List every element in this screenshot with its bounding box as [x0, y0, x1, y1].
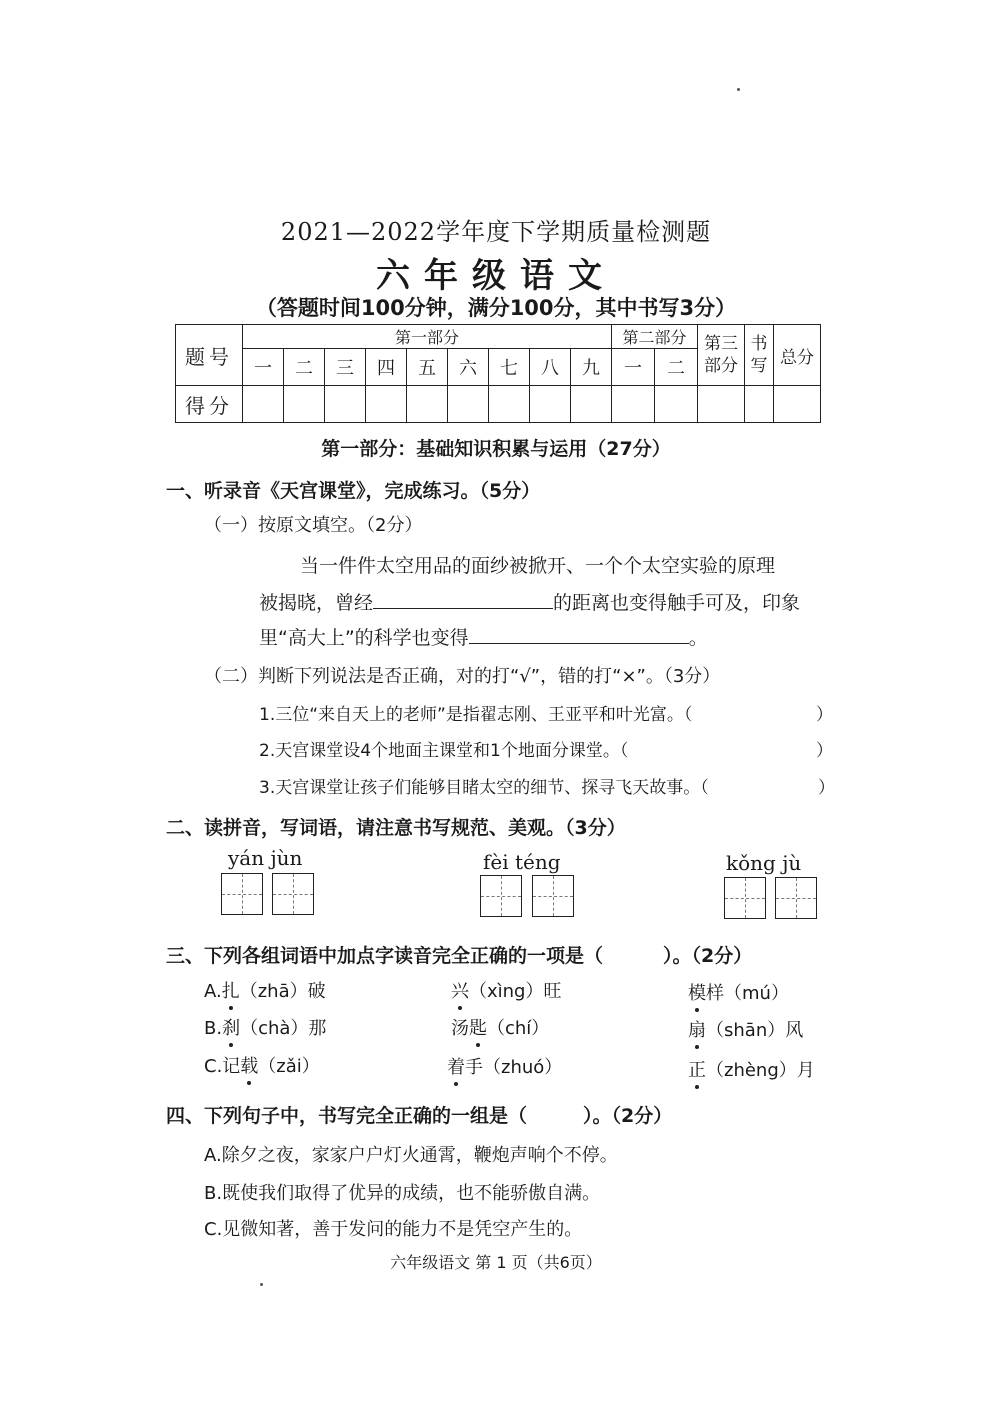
part1-col: 二 — [284, 349, 325, 386]
page-footer: 六年级语文 第 1 页（共6页） — [390, 1253, 602, 1272]
q2-pinyin-1: yán jùn — [228, 846, 303, 870]
q2-write-box[interactable] — [775, 877, 817, 919]
writing-header: 书写 — [745, 325, 774, 386]
score-cell[interactable] — [745, 386, 774, 423]
dotted-char: 匙 — [469, 1014, 487, 1040]
q3-title-b: ）。（2分） — [663, 945, 753, 967]
q3-option-a-2 — [451, 977, 562, 1003]
score-cell[interactable] — [284, 386, 325, 423]
q3-title — [166, 941, 752, 968]
q3-option-c-1 — [204, 1052, 320, 1078]
option-text: （zǎi） — [258, 1056, 320, 1077]
q1-text-b1: 被揭晓，曾经 — [259, 592, 374, 614]
score-cell[interactable] — [407, 386, 448, 423]
q4-option-c: C.见微知著，善于发问的能力不是凭空产生的。 — [204, 1219, 583, 1240]
q3-title-a: 三、下列各组词语中加点字读音完全正确的一项是（ — [166, 945, 604, 967]
scan-speck — [737, 88, 740, 91]
scan-speck — [260, 1283, 263, 1286]
part1-col: 六 — [448, 349, 489, 386]
part2-header: 第二部分 — [612, 325, 698, 349]
dotted-char: 兴 — [451, 977, 469, 1003]
q3-option-b-1 — [204, 1014, 326, 1040]
part1-col: 三 — [325, 349, 366, 386]
q1-blank-2[interactable] — [469, 625, 689, 644]
q3-option-b-3 — [688, 1016, 803, 1042]
option-label: B. — [204, 1018, 223, 1039]
q1-text-c1: 里“高大上”的科学也变得 — [259, 627, 469, 649]
q2-pinyin-3: kǒng jù — [726, 851, 802, 875]
q1-item-2-close: ） — [816, 741, 833, 761]
score-table — [175, 324, 821, 423]
option-label: A. — [204, 981, 222, 1002]
q1-sub1-title: （一）按原文填空。（2分） — [204, 515, 423, 536]
q4-title — [166, 1101, 672, 1128]
score-cell[interactable] — [489, 386, 530, 423]
q1-sub2-title: （二）判断下列说法是否正确，对的打“√”，错的打“×”。（3分） — [204, 666, 721, 687]
part3-header: 第三部分 — [698, 325, 745, 386]
q3-option-c-2 — [447, 1053, 562, 1079]
q2-write-box[interactable] — [532, 875, 574, 917]
option-text: 记 — [222, 1056, 241, 1077]
score-cell[interactable] — [243, 386, 284, 423]
option-text: （xìng）旺 — [469, 981, 562, 1002]
option-text: （chí） — [487, 1018, 550, 1039]
part2-col: 一 — [612, 349, 655, 386]
score-cell[interactable] — [571, 386, 612, 423]
score-cell[interactable] — [530, 386, 571, 423]
dotted-char: 载 — [240, 1052, 258, 1078]
score-label: 得分 — [176, 386, 243, 423]
score-cell[interactable] — [448, 386, 489, 423]
dotted-char: 模 — [688, 979, 706, 1005]
q3-option-a-1 — [204, 977, 326, 1003]
q1-sub1-line-c — [259, 623, 708, 650]
q4-option-a: A.除夕之夜，家家户户灯火通霄，鞭炮声响个不停。 — [204, 1145, 618, 1166]
q4-title-b: ）。（2分） — [583, 1105, 673, 1127]
q2-write-box[interactable] — [272, 873, 314, 915]
dotted-char: 着 — [447, 1053, 465, 1079]
score-cell[interactable] — [366, 386, 407, 423]
exam-title-year: 2021—2022学年度下学期质量检测题 — [280, 218, 712, 246]
part1-col: 五 — [407, 349, 448, 386]
q1-item-3: 3.天宫课堂让孩子们能够目睹太空的细节、探寻飞天故事。（ — [259, 778, 709, 798]
q1-item-3-close: ） — [818, 778, 835, 798]
score-cell[interactable] — [655, 386, 698, 423]
exam-title-subject: 六年级语文 — [376, 256, 616, 296]
score-cell[interactable] — [698, 386, 745, 423]
option-text: 样（mú） — [706, 983, 789, 1004]
part1-col: 一 — [243, 349, 284, 386]
part1-col: 八 — [530, 349, 571, 386]
qnum-label: 题号 — [176, 325, 243, 386]
q2-pinyin-2: fèi téng — [483, 850, 561, 874]
q3-option-b-2 — [451, 1014, 549, 1040]
q2-title: 二、读拼音，写词语，请注意书写规范、美观。（3分） — [166, 817, 626, 839]
option-text: 手（zhuó） — [465, 1057, 563, 1078]
option-text: （zhèng）月 — [706, 1060, 815, 1081]
option-text: （shān）风 — [706, 1020, 804, 1041]
q4-title-a: 四、下列句子中，书写完全正确的一组是（ — [166, 1105, 528, 1127]
option-text: 汤 — [451, 1018, 469, 1039]
score-cell[interactable] — [325, 386, 366, 423]
part1-col: 四 — [366, 349, 407, 386]
q2-write-box[interactable] — [724, 877, 766, 919]
option-text: （chà）那 — [240, 1018, 327, 1039]
score-cell[interactable] — [612, 386, 655, 423]
part1-header: 第一部分 — [243, 325, 612, 349]
exam-subtitle: （答题时间100分钟，满分100分，其中书写3分） — [255, 296, 737, 320]
q1-blank-1[interactable] — [373, 590, 553, 609]
q1-sub1-line-a: 当一件件太空用品的面纱被掀开、一个个太空实验的原理 — [300, 555, 776, 577]
part2-col: 二 — [655, 349, 698, 386]
q1-text-c2: 。 — [688, 627, 708, 649]
q3-option-c-3 — [688, 1056, 815, 1082]
dotted-char: 扎 — [222, 977, 240, 1003]
q2-write-box[interactable] — [221, 873, 263, 915]
q1-sub1-line-b — [259, 588, 800, 615]
dotted-char: 正 — [688, 1056, 706, 1082]
q1-item-1: 1.三位“来自天上的老师”是指翟志刚、王亚平和叶光富。（ — [259, 705, 693, 725]
q1-title: 一、听录音《天宫课堂》，完成练习。（5分） — [166, 480, 541, 502]
total-header: 总分 — [774, 325, 821, 386]
dotted-char: 刹 — [222, 1014, 240, 1040]
q2-write-box[interactable] — [480, 875, 522, 917]
option-label: C. — [204, 1056, 223, 1077]
q1-text-b2: 的距离也变得触手可及，印象 — [553, 592, 801, 614]
part1-col: 七 — [489, 349, 530, 386]
score-cell[interactable] — [774, 386, 821, 423]
q4-option-b: B.既使我们取得了优异的成绩，也不能骄傲自满。 — [204, 1183, 601, 1204]
q1-item-1-close: ） — [816, 705, 833, 725]
dotted-char: 扇 — [688, 1016, 706, 1042]
part1-col: 九 — [571, 349, 612, 386]
option-text: （zhā）破 — [239, 981, 326, 1002]
part1-heading: 第一部分：基础知识积累与运用（27分） — [321, 438, 671, 460]
q1-item-2: 2.天宫课堂设4个地面主课堂和1个地面分课堂。（ — [259, 741, 629, 761]
q3-option-a-3 — [688, 979, 789, 1005]
